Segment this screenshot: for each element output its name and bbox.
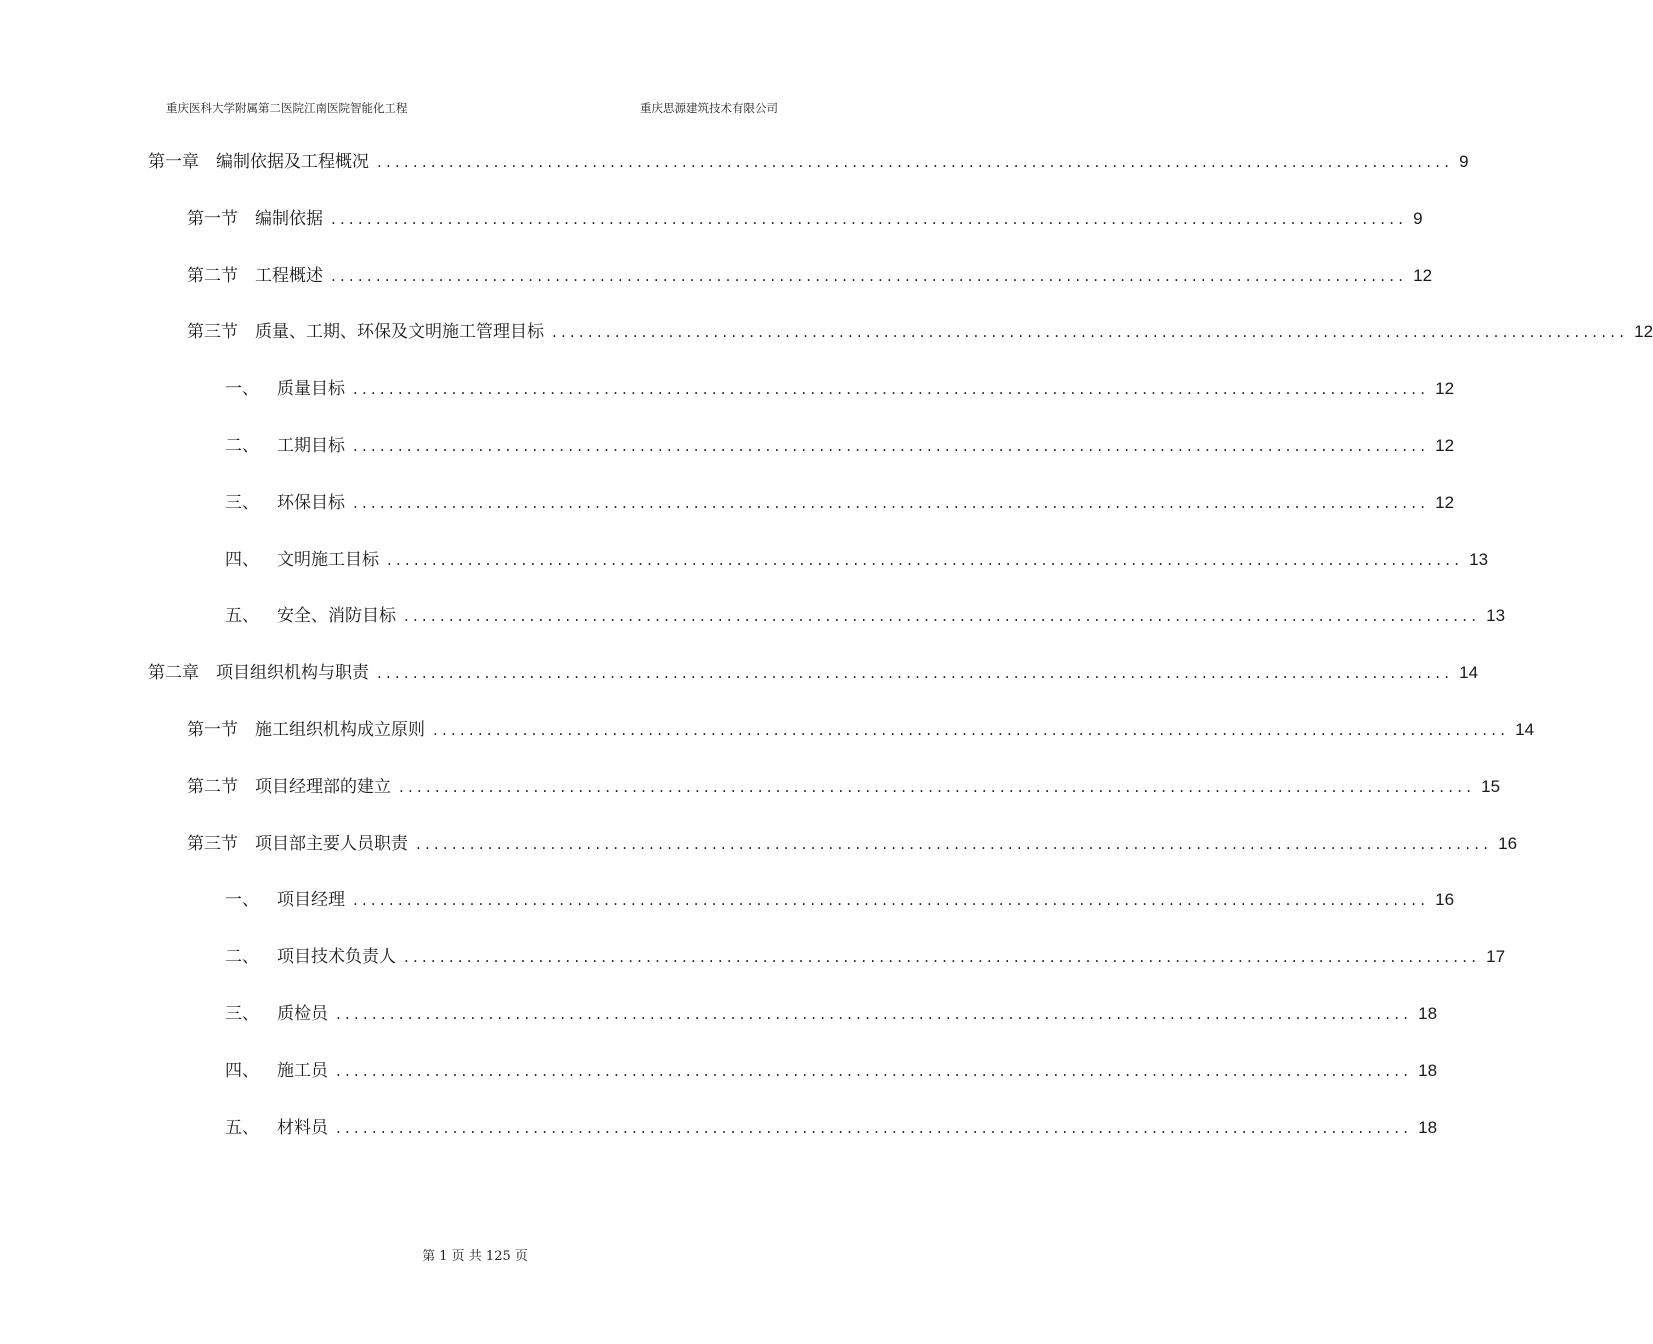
toc-dot-leader: ........................................................................................................................: [353, 494, 1430, 512]
toc-entry-page-number: 12: [1435, 436, 1455, 455]
toc-entry-page-number: 18: [1418, 1004, 1438, 1023]
toc-dot-leader: ........................................................................................................................: [377, 664, 1454, 682]
header-company-name: 重庆思源建筑技术有限公司: [640, 101, 778, 115]
toc-entry-title: 文明施工目标: [277, 550, 379, 570]
toc-entry-page-number: 16: [1435, 890, 1455, 909]
toc-dot-leader: ........................................................................................................................: [416, 835, 1493, 853]
toc-entry-title: 施工员: [277, 1061, 328, 1081]
toc-entry-number: 三、: [225, 493, 259, 513]
toc-entry-page-number: 12: [1413, 266, 1433, 285]
toc-dot-leader: ........................................................................................................................: [433, 721, 1510, 739]
toc-entry[interactable]: [225, 887, 1455, 913]
toc-entry-number: 四、: [225, 550, 259, 570]
toc-entry[interactable]: [225, 490, 1455, 516]
toc-entry-number: 第二节: [187, 266, 238, 286]
toc-dot-leader: ........................................................................................................................: [336, 1062, 1413, 1080]
toc-dot-leader: ........................................................................................................................: [552, 323, 1629, 341]
toc-dot-leader: ........................................................................................................................: [387, 551, 1464, 569]
toc-entry-title: 工程概述: [255, 266, 323, 286]
toc-dot-leader: ........................................................................................................................: [353, 891, 1430, 909]
toc-entry-page-number: 9: [1413, 209, 1423, 228]
toc-dot-leader: ........................................................................................................................: [353, 380, 1430, 398]
toc-entry[interactable]: [148, 660, 1479, 686]
toc-entry[interactable]: [225, 603, 1506, 629]
toc-entry-title: 项目技术负责人: [277, 947, 396, 967]
toc-entry-page-number: 13: [1486, 606, 1506, 625]
toc-entry[interactable]: [225, 376, 1455, 402]
toc-entry-number: 第一节: [187, 720, 238, 740]
toc-entry-title: 编制依据: [255, 209, 323, 229]
toc-entry-page-number: 14: [1459, 663, 1479, 682]
toc-entry-number: 五、: [225, 1118, 259, 1138]
toc-entry-number: 五、: [225, 606, 259, 626]
toc-entry-title: 项目部主要人员职责: [255, 834, 408, 854]
toc-entry-page-number: 15: [1481, 777, 1501, 796]
toc-dot-leader: ........................................................................................................................: [404, 607, 1481, 625]
toc-entry-title: 质量目标: [277, 379, 345, 399]
toc-entry[interactable]: [187, 263, 1433, 289]
toc-entry-page-number: 12: [1634, 322, 1653, 341]
toc-entry-page-number: 12: [1435, 379, 1455, 398]
toc-entry-title: 施工组织机构成立原则: [255, 720, 425, 740]
toc-entry[interactable]: [148, 149, 1469, 175]
toc-entry-number: 第二章: [148, 663, 199, 683]
toc-entry-number: 一、: [225, 379, 259, 399]
toc-entry-number: 四、: [225, 1061, 259, 1081]
toc-entry[interactable]: [187, 831, 1518, 857]
toc-entry-number: 三、: [225, 1004, 259, 1024]
toc-entry[interactable]: [225, 1058, 1438, 1084]
toc-entry-number: 第一节: [187, 209, 238, 229]
toc-entry[interactable]: [225, 1001, 1438, 1027]
toc-entry-title: 项目经理: [277, 890, 345, 910]
toc-dot-leader: ........................................................................................................................: [336, 1119, 1413, 1137]
toc-entry-number: 一、: [225, 890, 259, 910]
toc-entry-title: 材料员: [277, 1118, 328, 1138]
toc-entry[interactable]: [187, 774, 1501, 800]
toc-dot-leader: ........................................................................................................................: [399, 778, 1476, 796]
toc-entry-page-number: 18: [1418, 1061, 1438, 1080]
toc-entry-page-number: 9: [1459, 152, 1469, 171]
toc-entry[interactable]: [225, 944, 1506, 970]
toc-entry-number: 第一章: [148, 152, 199, 172]
toc-entry[interactable]: [225, 547, 1489, 573]
toc-entry-page-number: 16: [1498, 834, 1518, 853]
toc-entry-number: 第三节: [187, 834, 238, 854]
toc-entry[interactable]: [187, 206, 1423, 232]
toc-dot-leader: ........................................................................................................................: [353, 437, 1430, 455]
toc-entry-title: 质量、工期、环保及文明施工管理目标: [255, 322, 544, 342]
toc-entry-number: 二、: [225, 436, 259, 456]
toc-entry-title: 项目组织机构与职责: [216, 663, 369, 683]
toc-dot-leader: ........................................................................................................................: [404, 948, 1481, 966]
toc-entry-title: 项目经理部的建立: [255, 777, 391, 797]
toc-entry-title: 环保目标: [277, 493, 345, 513]
toc-entry[interactable]: [187, 319, 1653, 345]
toc-entry-page-number: 14: [1515, 720, 1535, 739]
toc-entry-number: 第二节: [187, 777, 238, 797]
toc-entry-page-number: 18: [1418, 1118, 1438, 1137]
toc-entry-title: 工期目标: [277, 436, 345, 456]
toc-entry-number: 第三节: [187, 322, 238, 342]
toc-entry[interactable]: [225, 433, 1455, 459]
toc-entry-title: 安全、消防目标: [277, 606, 396, 626]
toc-dot-leader: ........................................................................................................................: [331, 267, 1408, 285]
header-project-name: 重庆医科大学附属第二医院江南医院智能化工程: [166, 101, 408, 115]
toc-entry-title: 编制依据及工程概况: [216, 152, 369, 172]
toc-entry-number: 二、: [225, 947, 259, 967]
page-footer: 第 1 页 共 125 页: [422, 1249, 528, 1264]
toc-entry[interactable]: [225, 1115, 1438, 1141]
toc-entry-title: 质检员: [277, 1004, 328, 1024]
toc-dot-leader: ........................................................................................................................: [377, 153, 1454, 171]
toc-entry-page-number: 12: [1435, 493, 1455, 512]
toc-entry[interactable]: [187, 717, 1535, 743]
toc-entry-page-number: 17: [1486, 947, 1506, 966]
toc-dot-leader: ........................................................................................................................: [331, 210, 1408, 228]
toc-dot-leader: ........................................................................................................................: [336, 1005, 1413, 1023]
toc-entry-page-number: 13: [1469, 550, 1489, 569]
